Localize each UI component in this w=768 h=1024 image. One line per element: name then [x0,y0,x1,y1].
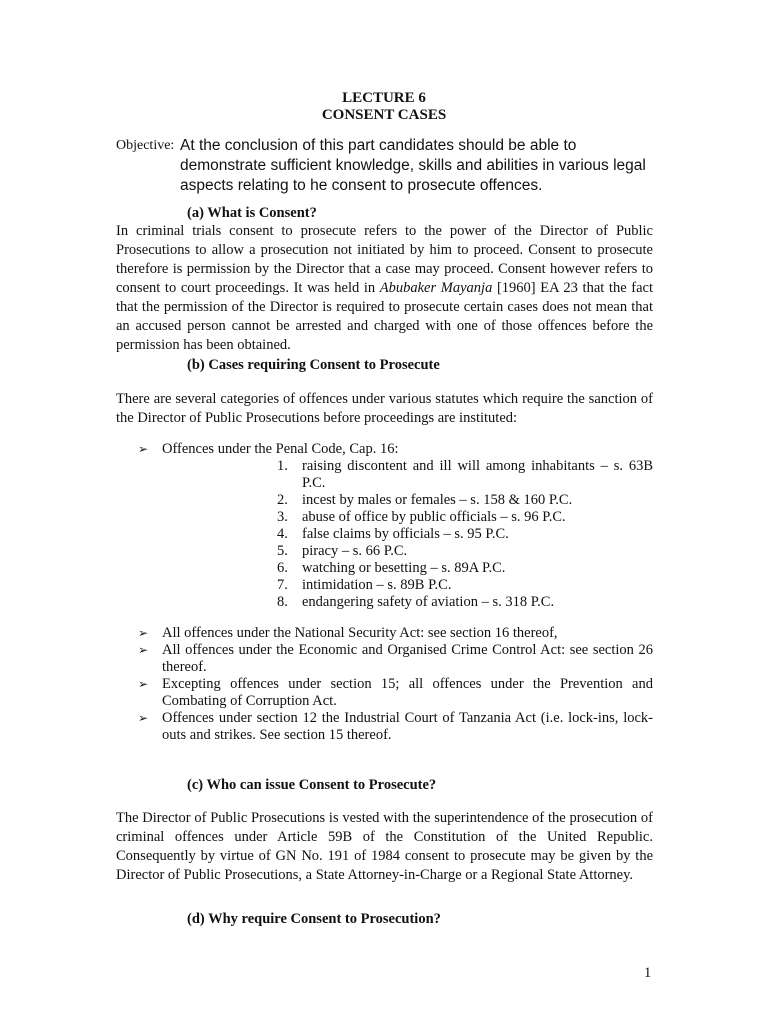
page-number: 1 [644,965,652,981]
arrow-bullet-icon: ➢ [138,677,149,691]
section-c-paragraph: The Director of Public Prosecutions is vested with the superintendence of the prosecution of criminal offences under Article 59B of the Constitution of the United Republic. Consequently by virtue of GN No. 191 of 1984 consent to prosecute may be given by the Director of Public Prosecutions, a State Attorney-in-Charge or a Regional State Attorney. [116,810,653,883]
offence-number: 8. [277,594,288,610]
penal-code-bullet [138,441,653,458]
arrow-bullet-icon: ➢ [138,626,149,640]
arrow-bullet-icon: ➢ [138,442,149,456]
offence-bullet [138,710,653,744]
offence-bullet-text: Excepting offences under section 15; all offences under the Prevention and Combating of Corruption Act. [162,676,653,709]
offence-bullet [138,625,653,642]
offence-bullet-text: All offences under the National Security Act: see section 16 thereof, [162,625,558,641]
offence-bullet-text: All offences under the Economic and Organised Crime Control Act: see section 26 thereof. [162,642,653,675]
lecture-number: LECTURE 6 [342,90,426,106]
offence-list-item [277,458,653,492]
section-d-heading: (d) Why require Consent to Prosecution? [187,911,441,927]
offence-number: 6. [277,560,288,576]
offence-number: 1. [277,458,288,474]
arrow-bullet-icon: ➢ [138,711,149,725]
offence-text: intimidation – s. 89B P.C. [302,577,452,593]
penal-code-bullet-text: Offences under the Penal Code, Cap. 16: [162,441,399,457]
offence-text: endangering safety of aviation – s. 318 P.C. [302,594,555,610]
section-a-paragraph [116,222,653,355]
offence-number: 7. [277,577,288,593]
offence-bullet [138,642,653,676]
offence-list-item [277,594,653,611]
section-b-intro: There are several categories of offences under various statutes which require the sanction of the Director of Public Prosecutions before proceedings are instituted: [116,391,653,426]
offence-list-item [277,560,653,577]
offence-text: watching or besetting – s. 89A P.C. [302,560,506,576]
objective-label: Objective: [116,138,175,153]
offence-list-item [277,509,653,526]
section-a-text-1: In criminal trials consent to prosecute refers to the power of the Director of Public Prosecutions to allow a prosecution not initiated by him to proceed. Consent to prosecute therefore is permission by the Director that a case may proceed. Consent however refers to consent to court proceedings. It was held in [116,223,653,296]
section-b-heading: (b) Cases requiring Consent to Prosecute [187,357,440,373]
penal-code-offence-list [277,458,653,611]
offence-list-item [277,577,653,594]
offence-number: 3. [277,509,288,525]
offence-bullet-text: Offences under section 12 the Industrial Court of Tanzania Act (i.e. lock-ins, lock-outs and strikes. See section 15 thereof. [162,710,653,743]
offence-number: 4. [277,526,288,542]
offence-text: abuse of office by public officials – s. 96 P.C. [302,509,566,525]
offence-bullet [138,676,653,710]
section-a-heading: (a) What is Consent? [187,205,317,221]
section-c-heading: (c) Who can issue Consent to Prosecute? [187,777,437,793]
lecture-title: CONSENT CASES [321,107,447,123]
offence-list-item [277,526,653,543]
objective-text: At the conclusion of this part candidates should be able to demonstrate sufficient knowledge, skills and abilities in various legal aspects relating to he consent to prosecute offences. [180,137,646,194]
section-a-text-2: [1960] EA 23 that the fact that the permission of the Director is required to prosecute certain cases does not mean that an accused person cannot be arrested and charged with one of those offences before the permission has been obtained. [116,280,653,353]
offence-number: 2. [277,492,288,508]
offence-text: raising discontent and ill will among inhabitants – s. 63B P.C. [302,458,653,491]
offence-list-item [277,543,653,560]
offence-text: false claims by officials – s. 95 P.C. [302,526,509,542]
case-name: Abubaker Mayanja [379,280,493,296]
arrow-bullet-icon: ➢ [138,643,149,657]
offence-list-item [277,492,653,509]
offence-text: piracy – s. 66 P.C. [302,543,408,559]
offence-text: incest by males or females – s. 158 & 160 P.C. [302,492,573,508]
offence-number: 5. [277,543,288,559]
